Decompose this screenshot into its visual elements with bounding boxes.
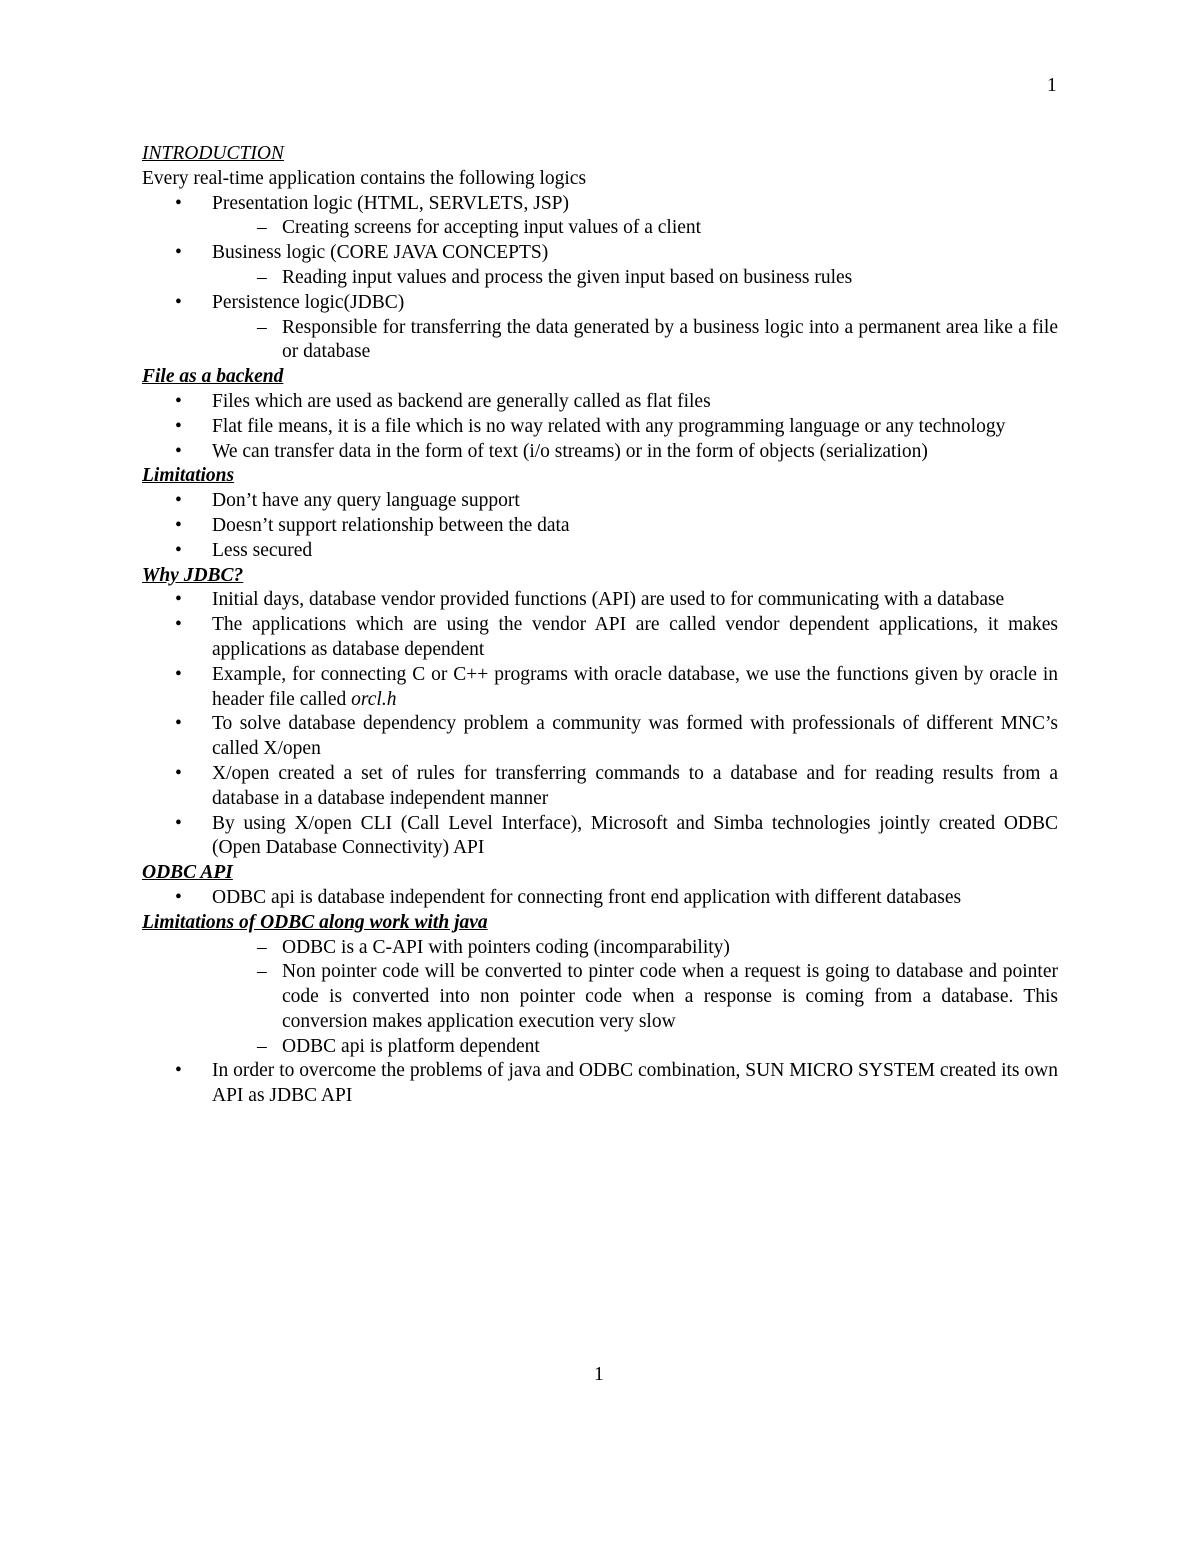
list-item-text: Initial days, database vendor provided functions (API) are used to for communicating with a database xyxy=(212,589,1005,611)
list-item xyxy=(142,415,1058,440)
list-item-text: In order to overcome the problems of java and ODBC combination, SUN MICRO SYSTEM created its own API as JDBC API xyxy=(212,1060,1058,1107)
sub-list-item-text: Responsible for transferring the data generated by a business logic into a permanent area like a file or database xyxy=(282,316,1058,363)
dash-icon: – xyxy=(257,217,267,239)
list-item-text: Don’t have any query language support xyxy=(212,490,520,512)
bullet-icon: • xyxy=(175,242,182,264)
sub-list-item-text: ODBC api is platform dependent xyxy=(282,1035,540,1057)
bullet-icon: • xyxy=(175,490,182,512)
bullet-icon: • xyxy=(175,589,182,611)
sub-list-item-text: Non pointer code will be converted to pinter code when a request is going to database and pointer code is converted into non pointer code when a response is coming from a database. This conversion makes application execution very slow xyxy=(282,961,1058,1032)
bullet-icon: • xyxy=(175,812,182,834)
bullet-icon: • xyxy=(175,886,182,908)
sub-list-item xyxy=(142,960,1058,1034)
list-item-text: By using X/open CLI (Call Level Interface), Microsoft and Simba technologies jointly created ODBC (Open Database Connectivity) API xyxy=(212,812,1058,859)
sub-list-item-text: Reading input values and process the given input based on business rules xyxy=(282,266,853,288)
list-item-text: Business logic (CORE JAVA CONCEPTS) xyxy=(212,242,549,264)
sub-list-item-text: ODBC is a C-API with pointers coding (incomparability) xyxy=(282,936,730,958)
sub-list-item-text: Creating screens for accepting input values of a client xyxy=(282,217,702,239)
section-heading-limitations: Limitations xyxy=(142,465,235,487)
bullet-icon: • xyxy=(175,762,182,784)
list-item xyxy=(142,812,1058,862)
list-item-text: Less secured xyxy=(212,539,313,561)
list-item-text: ODBC api is database independent for connecting front end application with different databases xyxy=(212,886,962,908)
sub-list-item xyxy=(142,266,1058,291)
bullet-icon: • xyxy=(175,1060,182,1082)
document-body xyxy=(142,142,1058,1109)
list-item xyxy=(142,241,1058,266)
list-item-text: The applications which are using the vendor API are called vendor dependent applications, it makes applications as database dependent xyxy=(212,614,1058,660)
sub-list-item xyxy=(142,316,1058,366)
list-item xyxy=(142,613,1058,663)
list-item-text: We can transfer data in the form of text (i/o streams) or in the form of objects (serialization) xyxy=(212,440,928,462)
bullet-icon: • xyxy=(175,192,182,214)
list-item xyxy=(142,192,1058,217)
list-item xyxy=(142,440,1058,465)
section-heading-odbc-limitations: Limitations of ODBC along work with java xyxy=(142,911,488,933)
section-heading-introduction: INTRODUCTION xyxy=(142,143,284,164)
section-heading-why-jdbc: Why JDBC? xyxy=(142,564,244,586)
list-item xyxy=(142,663,1058,713)
bullet-icon: • xyxy=(175,291,182,313)
list-item xyxy=(142,539,1058,564)
dash-icon: – xyxy=(257,316,267,338)
bullet-icon: • xyxy=(175,614,182,636)
bullet-icon: • xyxy=(175,713,182,735)
list-item-text: To solve database dependency problem a community was formed with professionals of different MNC’s called X/open xyxy=(212,713,1058,760)
list-item xyxy=(142,489,1058,514)
dash-icon: – xyxy=(257,961,267,983)
list-item xyxy=(142,712,1058,762)
header-file-name: orcl.h xyxy=(351,688,397,710)
list-item-text: Presentation logic (HTML, SERVLETS, JSP) xyxy=(212,192,570,214)
list-item xyxy=(142,588,1058,613)
bullet-icon: • xyxy=(175,514,182,536)
bullet-icon: • xyxy=(175,539,182,561)
list-item-text: Flat file means, it is a file which is no way related with any programming language or any technology xyxy=(212,415,1006,437)
sub-list-item xyxy=(142,216,1058,241)
bullet-icon: • xyxy=(175,440,182,462)
list-item-text: Example, for connecting C or C++ programs with oracle database, we use the functions given by oracle in header file called xyxy=(212,663,1058,710)
list-item-text: Persistence logic(JDBC) xyxy=(212,291,405,313)
list-item xyxy=(142,390,1058,415)
list-item-text: Doesn’t support relationship between the data xyxy=(212,514,570,536)
section-heading-odbc-api: ODBC API xyxy=(142,862,233,884)
bullet-icon: • xyxy=(175,415,182,437)
list-item xyxy=(142,291,1058,316)
list-item xyxy=(142,886,1058,911)
list-item-text: X/open created a set of rules for transferring commands to a database and for reading results from a database in a database independent manner xyxy=(212,762,1058,809)
dash-icon: – xyxy=(257,936,267,958)
bullet-icon: • xyxy=(175,390,182,412)
page-footer-number: 1 xyxy=(594,1364,604,1385)
bullet-icon: • xyxy=(175,663,182,685)
list-item xyxy=(142,762,1058,812)
list-item-text: Files which are used as backend are generally called as flat files xyxy=(212,390,711,412)
section-heading-file-backend: File as a backend xyxy=(142,366,284,388)
dash-icon: – xyxy=(257,1035,267,1057)
dash-icon: – xyxy=(257,266,267,288)
intro-text: Every real-time application contains the following logics xyxy=(142,167,587,189)
sub-list-item xyxy=(142,936,1058,961)
list-item xyxy=(142,514,1058,539)
sub-list-item xyxy=(142,1035,1058,1060)
page-header-number: 1 xyxy=(1047,75,1057,96)
list-item xyxy=(142,1059,1058,1109)
